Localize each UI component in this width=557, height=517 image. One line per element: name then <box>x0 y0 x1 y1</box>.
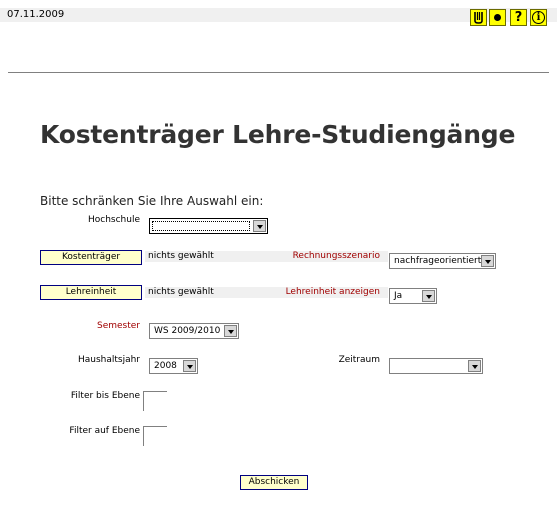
chevron-down-icon <box>468 360 481 372</box>
page-title: Kostenträger Lehre-Studiengänge <box>40 120 516 149</box>
zeitraum-label: Zeitraum <box>338 355 380 365</box>
hochschule-label: Hochschule <box>87 215 140 225</box>
lehreinheit-anzeigen-label: Lehreinheit anzeigen <box>285 287 380 297</box>
chevron-down-icon <box>183 360 196 372</box>
date-label: 07.11.2009 <box>7 9 65 20</box>
chevron-down-icon <box>481 255 494 267</box>
info-glyph: i <box>536 11 541 23</box>
filter-bis-ebene-label: Filter bis Ebene <box>70 391 140 401</box>
help-button[interactable] <box>510 9 527 26</box>
bookmark-button[interactable] <box>470 9 487 26</box>
haushaltsjahr-label: Haushaltsjahr <box>77 355 140 365</box>
dot-button[interactable] <box>489 9 506 26</box>
filter-bis-ebene-input[interactable] <box>143 391 167 411</box>
lehreinheit-value: nichts gewählt <box>145 287 388 298</box>
chevron-down-icon <box>422 290 435 302</box>
semester-select[interactable]: WS 2009/2010 <box>149 323 239 339</box>
info-button[interactable] <box>530 9 547 26</box>
chevron-down-icon <box>253 220 266 232</box>
rechnungsszenario-label: Rechnungsszenario <box>292 251 380 261</box>
dot-icon <box>493 13 502 22</box>
rechnungsszenario-select[interactable]: nachfrageorientiert <box>389 253 496 269</box>
kostentraeger-value: nichts gewählt <box>145 251 388 262</box>
lehreinheit-anzeigen-select[interactable]: Ja <box>389 288 437 304</box>
info-icon <box>532 11 545 24</box>
filter-auf-ebene-label: Filter auf Ebene <box>69 426 140 436</box>
hochschule-select[interactable] <box>149 218 268 234</box>
filter-auf-ebene-input[interactable] <box>143 426 167 446</box>
selection-prompt: Bitte schränken Sie Ihre Auswahl ein: <box>40 194 264 208</box>
bookmark-icon <box>473 11 484 24</box>
chevron-down-icon <box>224 325 237 337</box>
submit-button[interactable]: Abschicken <box>240 475 308 490</box>
semester-label: Semester <box>96 321 140 331</box>
lehreinheit-button[interactable]: Lehreinheit <box>40 285 142 300</box>
help-icon: ? <box>514 10 523 25</box>
divider <box>8 72 549 73</box>
haushaltsjahr-select[interactable]: 2008 <box>149 358 198 374</box>
zeitraum-select[interactable] <box>389 358 483 374</box>
kostentraeger-button[interactable]: Kostenträger <box>40 250 142 265</box>
